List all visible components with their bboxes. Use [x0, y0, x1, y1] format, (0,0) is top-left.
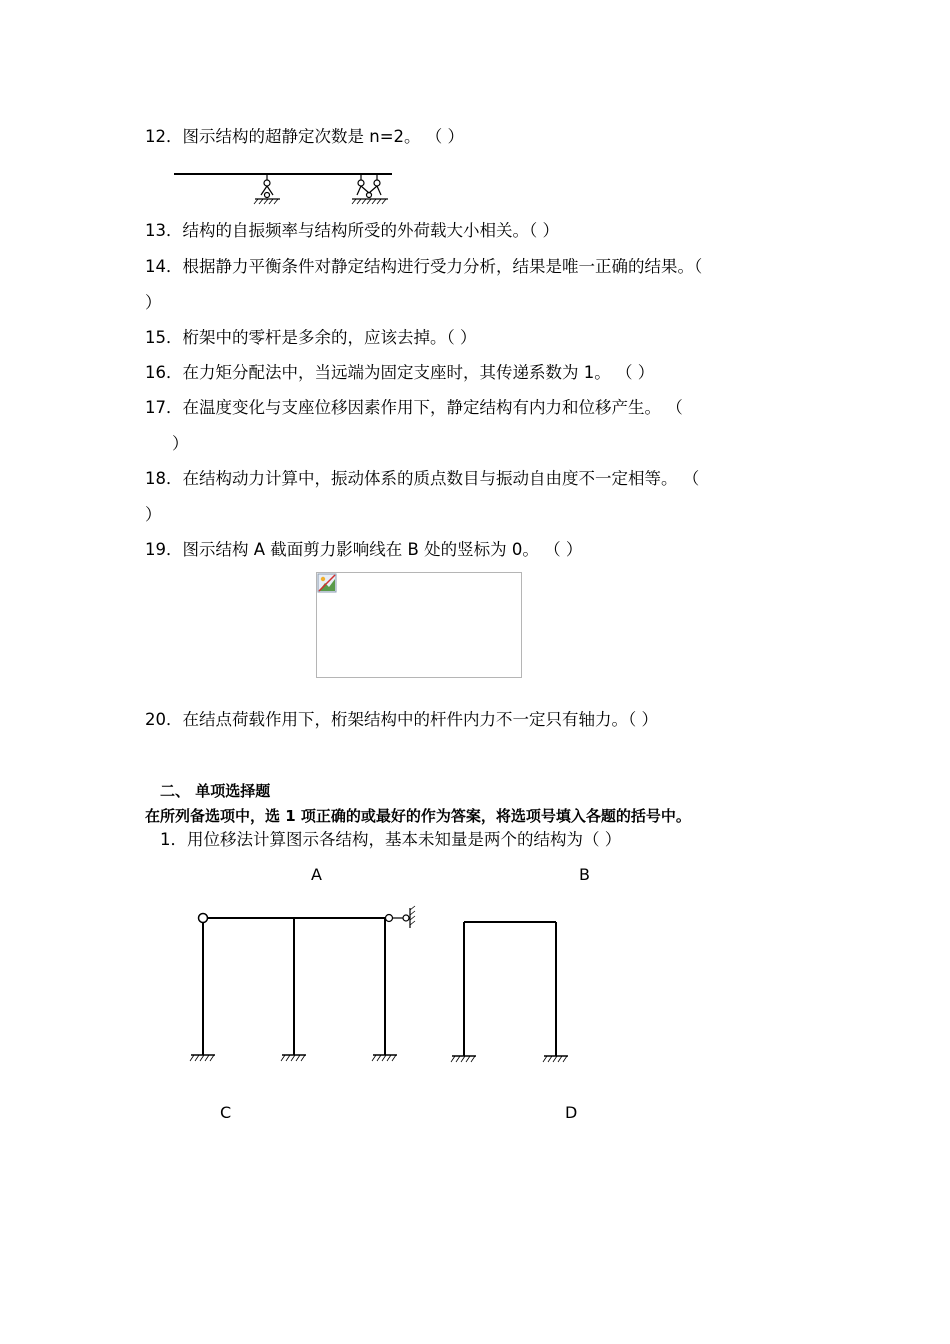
- option-label-c: C: [220, 1103, 232, 1122]
- choice-question-1: 1．用位移法计算图示各结构，基本未知量是两个的结构为（ ）: [160, 830, 622, 849]
- section-instruction: 在所列备选项中，选 1 项正确的或最好的作为答案，将选项号填入各题的括号中。: [145, 807, 691, 825]
- question-18: 18．在结构动力计算中，振动体系的质点数目与振动自由度不一定相等。 （: [145, 469, 700, 488]
- frame-c-figure: [185, 900, 425, 1070]
- question-16: 16．在力矩分配法中，当远端为固定支座时，其传递系数为 1。 （ ）: [145, 363, 655, 382]
- option-label-a: A: [311, 865, 322, 884]
- question-14: 14．根据静力平衡条件对静定结构进行受力分析，结果是唯一正确的结果。（: [145, 257, 703, 276]
- question-17: 17．在温度变化与支座位移因素作用下，静定结构有内力和位移产生。 （: [145, 398, 683, 417]
- question-14-close: ）: [145, 293, 162, 312]
- question-18-close: ）: [145, 505, 162, 524]
- question-17-close: ）: [172, 434, 189, 453]
- question-15: 15．桁架中的零杆是多余的，应该去掉。（ ）: [145, 328, 477, 347]
- option-label-b: B: [579, 865, 590, 884]
- question-12: 12．图示结构的超静定次数是 n=2。 （ ）: [145, 127, 465, 146]
- broken-image-icon: [317, 573, 337, 593]
- broken-image-placeholder: [316, 572, 522, 678]
- section-heading: 二、 单项选择题: [160, 782, 271, 800]
- option-label-d: D: [565, 1103, 578, 1122]
- question-13: 13．结构的自振频率与结构所受的外荷载大小相关。（ ）: [145, 221, 559, 240]
- beam-figure: [170, 166, 400, 208]
- frame-d-figure: [448, 910, 578, 1070]
- question-20: 20．在结点荷载作用下，桁架结构中的杆件内力不一定只有轴力。（ ）: [145, 710, 658, 729]
- question-19: 19．图示结构 A 截面剪力影响线在 B 处的竖标为 0。 （ ）: [145, 540, 583, 559]
